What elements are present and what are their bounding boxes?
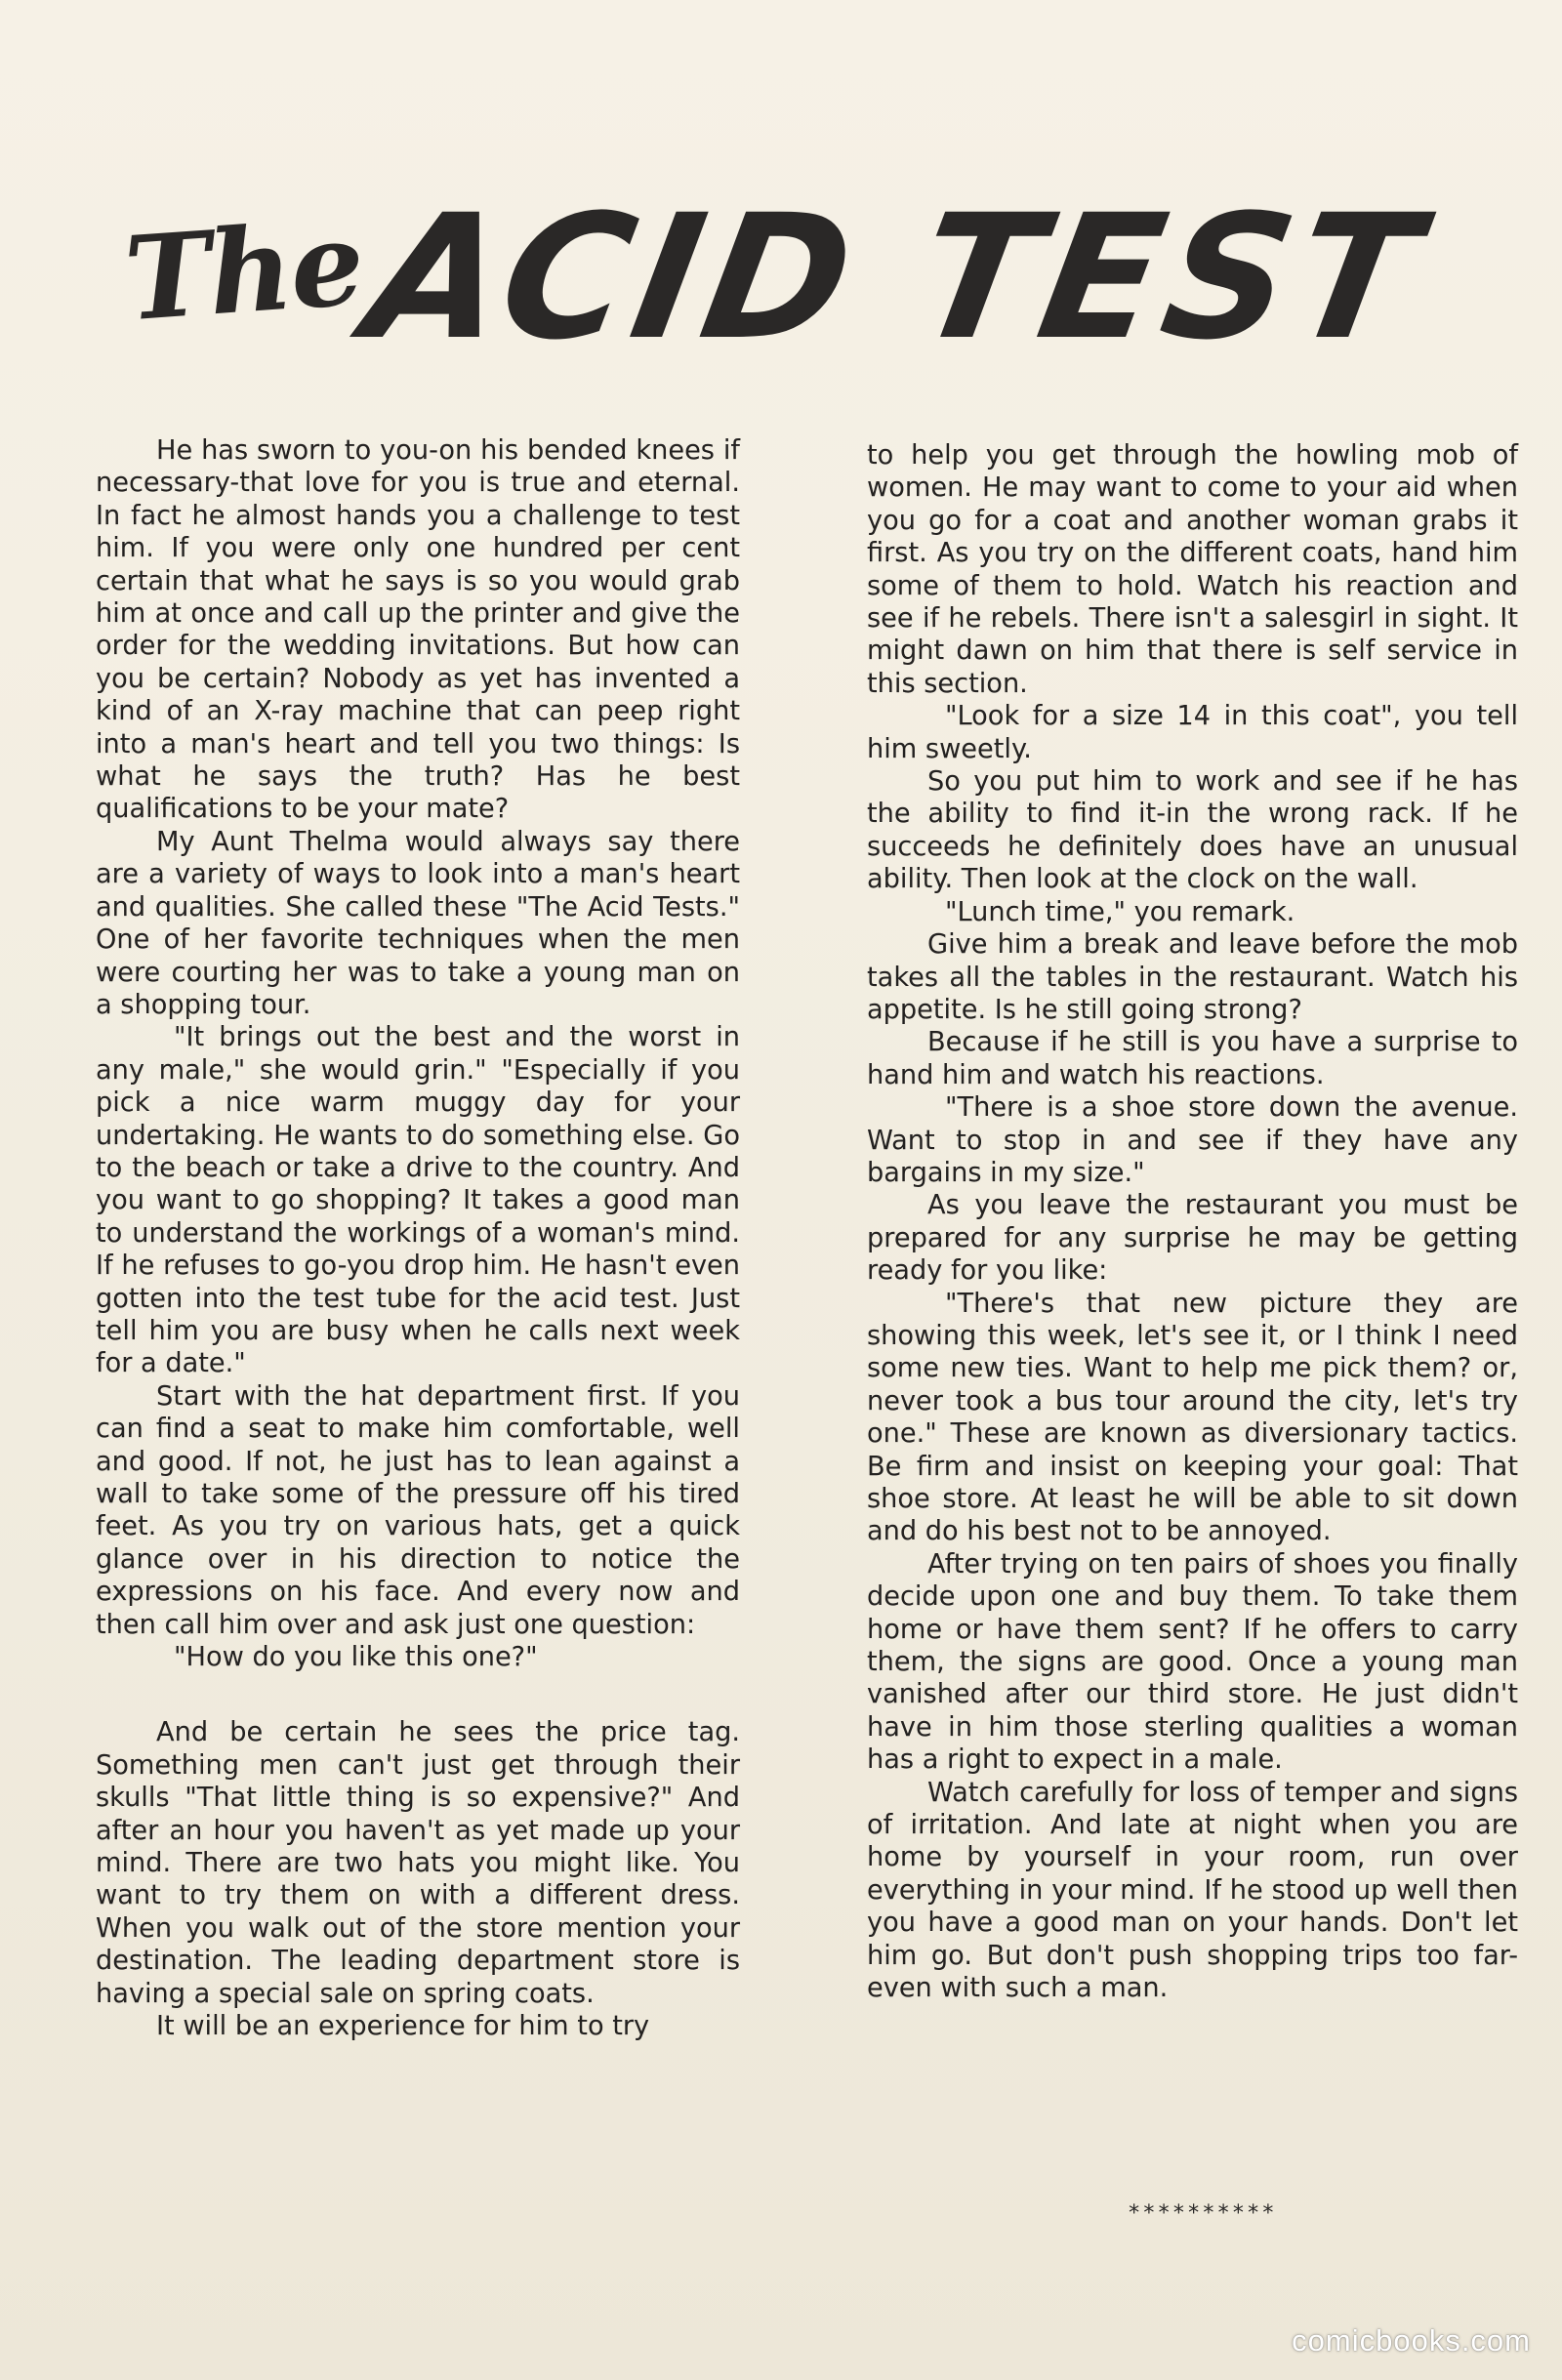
end-mark: ********** (1128, 2201, 1277, 2226)
paragraph: to help you get through the howling mob of women. He may want to come to your aid when you go for a coat and another woman grabs it first. As you try on the different coats, hand him some of them to hold. Watch his reaction and see if he rebels. There isn't a salesgirl in sight. It might dawn on him that there is self service in this section. (867, 440, 1518, 699)
paragraph: As you leave the restaurant you must be prepared for any surprise he may be getting ready for you like: (867, 1190, 1518, 1287)
paragraph: After trying on ten pairs of shoes you finally decide upon one and buy them. To take them home or have them sent? If he offers to carry them, the signs are good. Once a young man vanished after our third store. He just didn't have in him those sterling qualities a woman has a right to expect in a male. (867, 1548, 1518, 1776)
paragraph: "Look for a size 14 in this coat", you tell him sweetly. (867, 701, 1518, 764)
headline (107, 146, 1523, 400)
headline-title: ACID TEST (352, 178, 1437, 378)
column-gap (96, 1673, 740, 1716)
column-left (96, 434, 740, 2043)
paragraph: Watch carefully for loss of temper and signs of irritation. And late at night when you are home by yourself in your room, run over everything in your mind. If he stood up well then you have a good man on your hands. Don't let him go. But don't push shopping trips too far-even with such a man. (867, 1777, 1518, 2004)
paragraph: It will be an experience for him to try (156, 2011, 650, 2042)
paragraph: He has sworn to you-on his bended knees if necessary-that love for you is true and eternal. In fact he almost hands you a challenge to test him. If you were only one hundred per cent certain that what he says is so you would grab him at once and call up the printer and give the order for the wedding invitations. But how can you be certain? Nobody as yet has invented a kind of an X-ray machine that can peep right into a man's heart and tell you two things: Is what he says the truth? Has he best qualifications to be your mate? (96, 435, 740, 825)
paragraph: "There is a shoe store down the avenue. Want to stop in and see if they have any bargains in my size." (867, 1092, 1518, 1188)
paragraph: My Aunt Thelma would always say there are a variety of ways to look into a man's heart and qualities. She called these "The Acid Tests." One of her favorite techniques when the men were courting her was to take a young man on a shopping tour. (96, 826, 740, 1020)
column-right (867, 439, 1518, 2005)
headline-the: The (120, 194, 367, 348)
paragraph: Because if he still is you have a surprise to hand him and watch his reactions. (867, 1027, 1518, 1090)
paragraph: "There's that new picture they are showing this week, let's see it, or I think I need some new ties. Want to help me pick them? or, never took a bus tour around the city, let's try one." These are known as diversionary tactics. Be firm and insist on keeping your goal: That shoe store. At least he will be able to sit down and do his best not to be annoyed. (867, 1288, 1518, 1547)
paragraph: "Lunch time," you remark. (945, 896, 1295, 927)
paragraph: Give him a break and leave before the mob takes all the tables in the restaurant. Watch his appetite. Is he still going strong? (867, 929, 1518, 1025)
paragraph: And be certain he sees the price tag. Something men can't just get through their skulls "That little thing is so expensive?" And after an hour you haven't as yet made up your mind. There are two hats you might like. You want to try them on with a different dress. When you walk out of the store mention your destination. The leading department store is having a special sale on spring coats. (96, 1717, 740, 2009)
paragraph: "It brings out the best and the worst in any male," she would grin." "Especially if you pick a nice warm muggy day for your undertaking. He wants to do something else. Go to the beach or take a drive to the country. And you want to go shopping? It takes a good man to understand the workings of a woman's mind. If he refuses to go-you drop him. He hasn't even gotten into the test tube for the acid test. Just tell him you are busy when he calls next week for a date." (96, 1022, 740, 1379)
paragraph: Start with the hat department first. If you can find a seat to make him comfortable, well and good. If not, he just has to lean against a wall to take some of the pressure off his tired feet. As you try on various hats, get a quick glance over in his direction to notice the expressions on his face. And every now and then call him over and ask just one question: (96, 1380, 740, 1640)
paragraph: So you put him to work and see if he has the ability to find it-in the wrong rack. If he succeeds he definitely does have an unusual ability. Then look at the clock on the wall. (867, 766, 1518, 895)
watermark: comicbooks.com (1292, 2323, 1531, 2358)
paragraph: "How do you like this one?" (174, 1642, 538, 1673)
